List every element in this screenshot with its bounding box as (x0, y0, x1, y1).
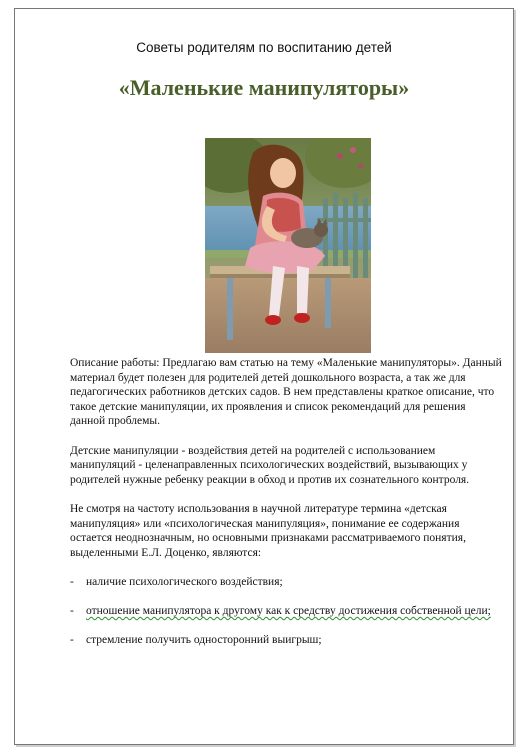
document-body (70, 356, 502, 662)
illustration-girl-with-kitten (205, 138, 371, 353)
list-item (70, 633, 502, 648)
document-subtitle: Советы родителям по воспитанию детей (136, 40, 392, 55)
list-item-text: стремление получить односторонний выигрыш; (86, 634, 322, 647)
bullet-marker: - (70, 634, 74, 647)
bullet-marker: - (70, 575, 74, 588)
bullet-marker: - (70, 605, 74, 618)
document-title: «Маленькие манипуляторы» (118, 75, 410, 100)
paragraph-features: Не смотря на частоту использования в научной литературе термина «детская манипуляция» или «психологическая манипуляция», понимание ее содержания остается неоднозначным, но основными признаками рассматриваемого понятия, выделенными Е.Л. Доценко, являются: (70, 502, 466, 559)
paragraph-definition: Детские манипуляции - воздействия детей на родителей с использованием манипуляций - целенаправленных психологических воздействий, вызывающих у родителей нужные ребенку реакции в обход и против их сознательного контроля. (70, 444, 470, 486)
list-item (70, 575, 502, 590)
list-item-text: отношение манипулятора к другому как к средству достижения собственной цели; (86, 605, 491, 618)
list-item-text: наличие психологического воздействия; (86, 575, 283, 588)
paragraph-description: Описание работы: Предлагаю вам статью на тему «Маленькие манипуляторы». Данный материал будет полезен для родителей детей дошкольного возраста, а так же для педагогических работников детских садов. В нем представлены краткое описание, что такое детские манипуляции, их проявления и список рекомендаций для решения данной проблемы. (70, 357, 502, 428)
list-item (70, 604, 502, 619)
document-page (14, 8, 514, 745)
